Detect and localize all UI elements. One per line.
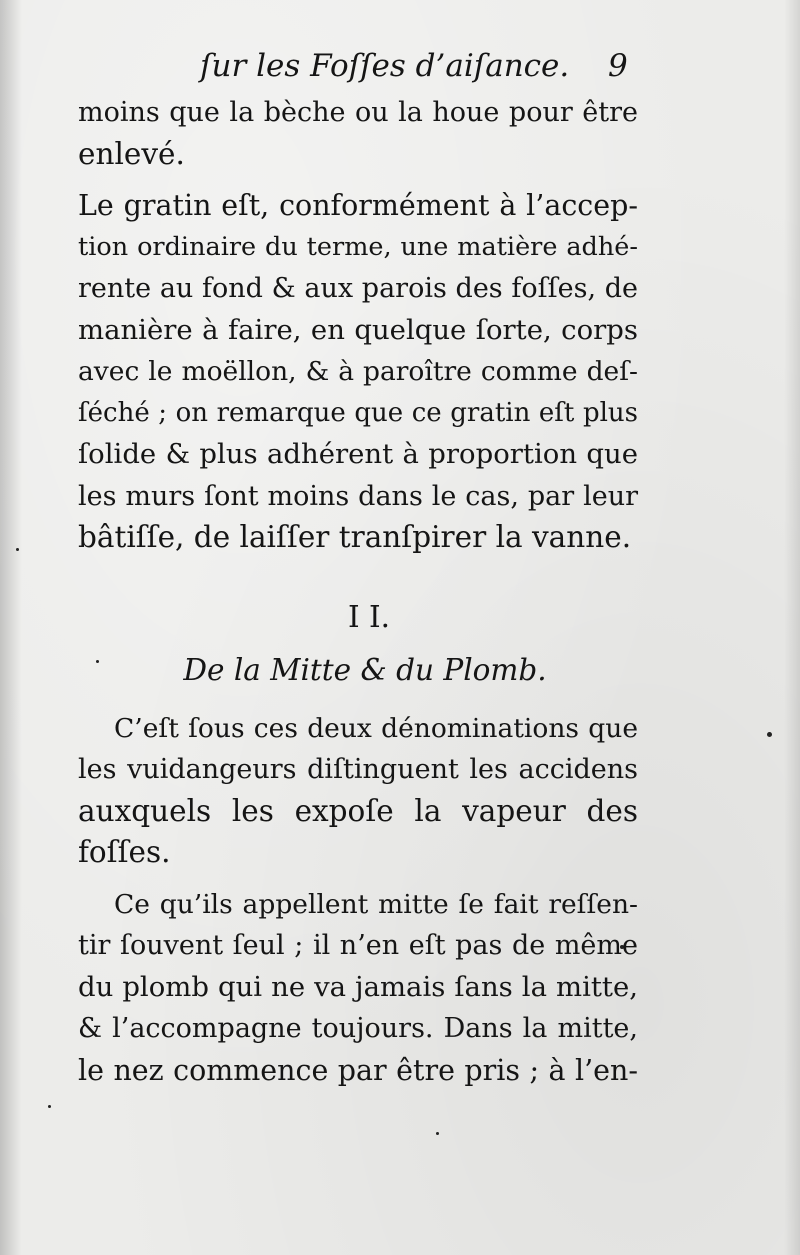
paragraph-start-line: C’eſt ſous ces deux dénominations que: [114, 712, 638, 744]
page-number: 9: [608, 48, 628, 84]
text-line: ſolide & plus adhérent à proportion que: [78, 438, 638, 470]
text-line: les vuidangeurs diſtinguent les accidens: [78, 754, 638, 785]
text-line: avec le moëllon, & à paroître comme deſ-: [78, 356, 638, 387]
text-line: le nez commence par être pris ; à l’en-: [78, 1053, 638, 1087]
text-line: moins que la bèche ou la houe pour être: [78, 97, 638, 128]
text-line: bâtiſſe, de laiſſer tranſpirer la vanne.: [78, 520, 632, 554]
paragraph-start-line: Ce qu’ils appellent mitte ſe fait reſſen-: [114, 888, 638, 920]
text-line: & l’accompagne toujours. Dans la mitte,: [78, 1013, 638, 1044]
text-line: les murs ſont moins dans le cas, par leur: [78, 480, 638, 512]
text-line: rente au fond & aux parois des foſſes, de: [78, 273, 638, 304]
page-edge-shadow: [784, 0, 800, 1255]
body-text: [78, 92, 638, 1091]
text-line: ſéché ; on remarque que ce gratin eſt plus: [78, 397, 638, 428]
running-title: ſur les Foſſes d’aiſance.: [200, 48, 570, 84]
text-line: manière à faire, en quelque ſorte, corps: [78, 313, 638, 346]
text-line: tion ordinaire du terme, une matière adhé-: [78, 231, 638, 262]
text-line: auxquels les expoſe la vapeur des: [78, 793, 638, 828]
page-header: [200, 48, 650, 98]
text-line: foſſes.: [78, 835, 171, 869]
text-line: tir ſouvent ſeul ; il n’en eſt pas de même: [78, 930, 638, 961]
section-number: I I.: [347, 599, 391, 634]
section-title: De la Mitte & du Plomb.: [183, 653, 547, 687]
paragraph-start-line: Le gratin eſt, conformément à l’accep-: [78, 189, 638, 222]
text-line: enlevé.: [78, 136, 185, 171]
text-line: du plomb qui ne va jamais ſans la mitte,: [78, 970, 638, 1003]
page-gutter-shadow: [0, 0, 22, 1255]
